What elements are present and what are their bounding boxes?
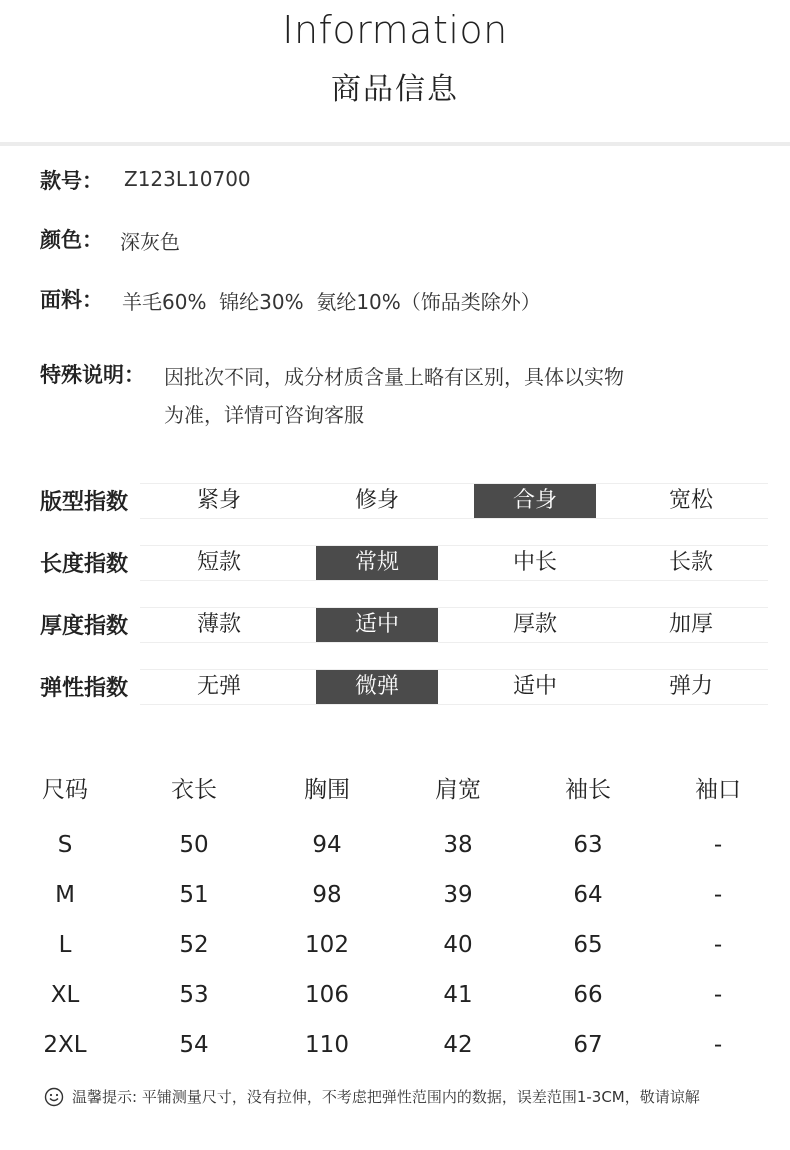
index-option: 长款: [668, 550, 713, 575]
index-option: 紧身: [196, 488, 241, 513]
size-table-cell: 40: [443, 932, 473, 958]
page-title: 商品信息: [331, 72, 459, 107]
size-table-cell: 54: [179, 1032, 209, 1058]
size-table-cell: 66: [573, 982, 603, 1008]
size-table-cell: 50: [179, 832, 209, 858]
color-value: 深灰色: [120, 230, 180, 254]
index-option: 厚款: [512, 612, 557, 637]
index-row-label: 弹性指数: [40, 676, 129, 701]
size-table-cell: 51: [179, 882, 209, 908]
size-table-cell: 52: [179, 932, 209, 958]
index-option: 短款: [196, 550, 241, 575]
size-table-size: M: [55, 882, 75, 908]
size-table-cell: -: [713, 1032, 723, 1058]
index-option: 弹力: [668, 674, 713, 699]
style-no-value: Z123L10700: [124, 167, 251, 191]
index-row-label: 厚度指数: [40, 614, 129, 639]
footer-tip: [44, 1086, 700, 1107]
size-table-cell: 53: [179, 982, 209, 1008]
size-table-cell: 42: [443, 1032, 473, 1058]
index-option: 无弹: [196, 674, 241, 699]
index-option: 适中: [512, 674, 557, 699]
size-table-cell: 102: [305, 932, 349, 958]
size-table-cell: -: [713, 882, 723, 908]
color-label: 颜色：: [40, 228, 103, 252]
size-table-size: L: [58, 932, 72, 958]
special-note-line1: 因批次不同，成分材质含量上略有区别，具体以实物: [164, 365, 624, 389]
index-row-label: 版型指数: [40, 490, 129, 515]
index-row-label: 长度指数: [40, 552, 129, 577]
size-table-cell: 106: [305, 982, 349, 1008]
size-table-header: 衣长: [171, 777, 217, 803]
index-option-selected: 微弹: [316, 670, 438, 704]
size-table-header: 肩宽: [435, 777, 481, 803]
size-table-cell: 41: [443, 982, 473, 1008]
style-no-label: 款号：: [40, 169, 103, 193]
special-note-label: 特殊说明：: [40, 363, 145, 387]
index-option-selected: 适中: [316, 608, 438, 642]
size-table-cell: 39: [443, 882, 473, 908]
size-table-size: S: [57, 832, 73, 858]
size-table-cell: -: [713, 832, 723, 858]
size-table-cell: 67: [573, 1032, 603, 1058]
header-divider: [0, 142, 790, 146]
size-table-header: 胸围: [304, 777, 350, 803]
smile-icon: [44, 1087, 64, 1107]
size-table-cell: 98: [312, 882, 342, 908]
size-table-cell: -: [713, 982, 723, 1008]
size-table-size: 2XL: [43, 1032, 87, 1058]
index-option: 薄款: [196, 612, 241, 637]
size-table-cell: 38: [443, 832, 473, 858]
page-title-english: Information: [282, 8, 508, 52]
size-table-cell: 94: [312, 832, 342, 858]
size-table-header: 袖口: [695, 777, 741, 803]
index-option: 中长: [512, 550, 557, 575]
fabric-label: 面料：: [40, 288, 103, 312]
index-option: 加厚: [668, 612, 713, 637]
size-table-cell: -: [713, 932, 723, 958]
index-option: 修身: [354, 488, 399, 513]
fabric-value: 羊毛60% 锦纶30% 氨纶10%（饰品类除外）: [122, 290, 541, 314]
size-table-header: 袖长: [565, 777, 611, 803]
size-table-cell: 64: [573, 882, 603, 908]
size-table-size: XL: [50, 982, 80, 1008]
size-table-cell: 63: [573, 832, 603, 858]
index-option: 宽松: [668, 488, 713, 513]
index-option-selected: 常规: [316, 546, 438, 580]
footer-tip-text: 温馨提示: 平铺测量尺寸，没有拉伸，不考虑把弹性范围内的数据，误差范围1-3CM，敬请谅解: [72, 1088, 700, 1106]
size-table-header: 尺码: [42, 777, 88, 803]
special-note-line2: 为准，详情可咨询客服: [164, 403, 364, 427]
index-option-selected: 合身: [474, 484, 596, 518]
size-table-cell: 110: [305, 1032, 349, 1058]
size-table-cell: 65: [573, 932, 603, 958]
